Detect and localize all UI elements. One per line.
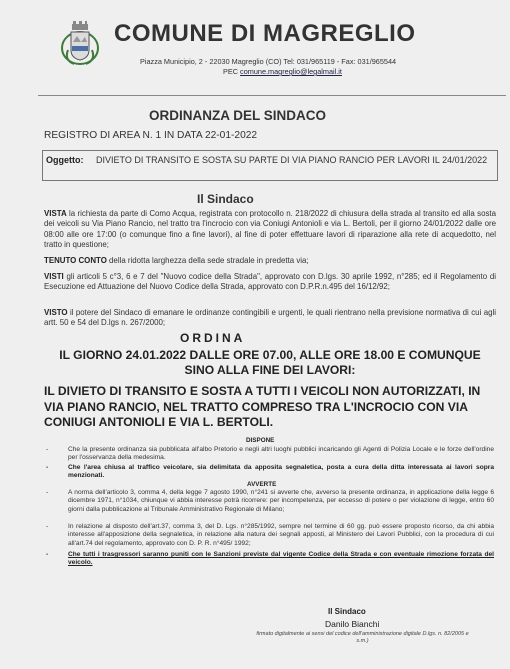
municipal-crest-icon (60, 20, 100, 68)
premise-visto (44, 308, 496, 329)
document-title: ORDINANZA DEL SINDACO (149, 108, 327, 123)
registro-line: REGISTRO DI AREA N. 1 IN DATA 22-01-2022 (44, 130, 258, 141)
oggetto-text: DIVIETO DI TRANSITO E SOSTA SU PARTE DI VIA PIANO RANCIO PER LAVORI IL 24/01/2022 (96, 155, 488, 165)
avverte-heading: AVVERTE (247, 481, 277, 488)
pec-email-link[interactable]: comune.magreglio@legalmail.it (240, 67, 342, 76)
premise-lead: TENUTO CONTO (44, 256, 107, 265)
dispone-item: - Che la presente ordinanza sia pubblicata all'albo Pretorio e negli altri luoghi pubblici incaricando gli Agenti di Polizia Locale e le forze dell'ordine per l'osservanza della medesima. (46, 446, 494, 462)
premise-tenuto-conto (44, 256, 496, 266)
comune-title: COMUNE DI MAGREGLIO (114, 20, 416, 47)
premise-lead: VISTI (44, 272, 64, 281)
premise-text: della ridotta larghezza della sede stradale in predetta via; (106, 256, 309, 265)
premise-text: la richiesta da parte di Como Acqua, registrata con protocollo n. 218/2022 di chiusura della strada al transito ed alla sosta dei veicoli su Via Piano Rancio, nel tratto tra l'incrocio con via Coniugi Antonioli e via L. Bertoli, per il giorno 24/01/2022 dalle ore 08:00 alle ore 17:00 (o comunque fino a fine lavori), al fine di poter effettuare lavori di riparazione alla rete di acquedotto, nel tratto in questione; (44, 209, 496, 250)
premise-vista (44, 209, 496, 251)
municipal-address: Piazza Municipio, 2 - 22030 Magreglio (CO) Tel: 031/965119 - Fax: 031/965544 (140, 57, 397, 66)
ordina-when: IL GIORNO 24.01.2022 DALLE ORE 07.00, ALLE ORE 18.00 E COMUNQUE SINO ALLA FINE DEI LAVORI: (59, 348, 481, 377)
signature-name: Danilo Bianchi (325, 619, 380, 629)
dispone-item: - Che l'area chiusa al traffico veicolare, sia delimitata da apposita segnaletica, posta a cura della ditta interessata ai lavori sopra menzionati. (46, 464, 494, 480)
dispone-heading: DISPONE (246, 437, 275, 444)
premise-text: gli articoli 5 c°3, 6 e 7 del "Nuovo codice della Strada", approvato con D.lgs. 30 aprile 1992, n°285; ed il Regolamento di Esecuzione ed Attuazione del Nuovo Codice della Strada, approvato con D.P.R.n.495 del 16/12/92; (44, 272, 496, 292)
premise-lead: VISTO (44, 308, 68, 317)
oggetto-label: Oggetto: (46, 155, 84, 165)
avverte-item: - In relazione al disposto dell'art.37, comma 3, del D. Lgs. n°285/1992, sempre nel termine di 60 gg. può essere proposto ricorso, da chi abbia interesse all'apposizione della segnaletica, in relazione alla natura dei segnali apposti, al Ministero dei Lavori Pubblici, con la procedura di cui all'art.74 del regolamento, approvato con D. P. R. n°495/ 1992; (46, 523, 494, 547)
ordina-heading: ORDINA (180, 331, 246, 345)
premise-lead: VISTA (44, 209, 67, 218)
pec-line (223, 67, 342, 76)
avverte-item: - Che tutti i trasgressori saranno puniti con le Sanzioni previste dal vigente Codice della Strada e con eventuale rimozione forzata del veicolo. (46, 551, 494, 567)
premise-visti (44, 272, 496, 293)
header-divider (38, 95, 506, 96)
signature-role: Il Sindaco (328, 607, 366, 616)
pec-label: PEC (223, 67, 239, 76)
avverte-item: - A norma dell'articolo 3, comma 4, della legge 7 agosto 1990, n°241 si avverte che, avverso la presente ordinanza, in applicazione della legge 6 dicembre 1971, n°1034, chiunque vi abbia interesse potrà ricorrere: per incompetenza, per eccesso di potere o per violazione di legge, entro 60 giorni dalla pubblicazione al Tribunale Amministrativo Regionale di Milano; (46, 489, 494, 513)
signature-note: firmato digitalmente ai sensi del codice dell'amministrazione digitale D.lgs. n. 82/2005 e s.m.) (256, 631, 469, 644)
sindaco-heading: Il Sindaco (197, 192, 254, 206)
ordina-what: IL DIVIETO DI TRANSITO E SOSTA A TUTTI I VEICOLI NON AUTORIZZATI, IN VIA PIANO RANCIO, NEL TRATTO COMPRESO TRA L'INCROCIO CON VIA CONIUGI ANTONIOLI E VIA L. BERTOLI. (44, 384, 481, 429)
premise-text: il potere del Sindaco di emanare le ordinanze contingibili e urgenti, le quali rientrano nella previsione normativa di cui agli artt. 50 e 54 del D.lgs n. 267/2000; (44, 308, 496, 328)
